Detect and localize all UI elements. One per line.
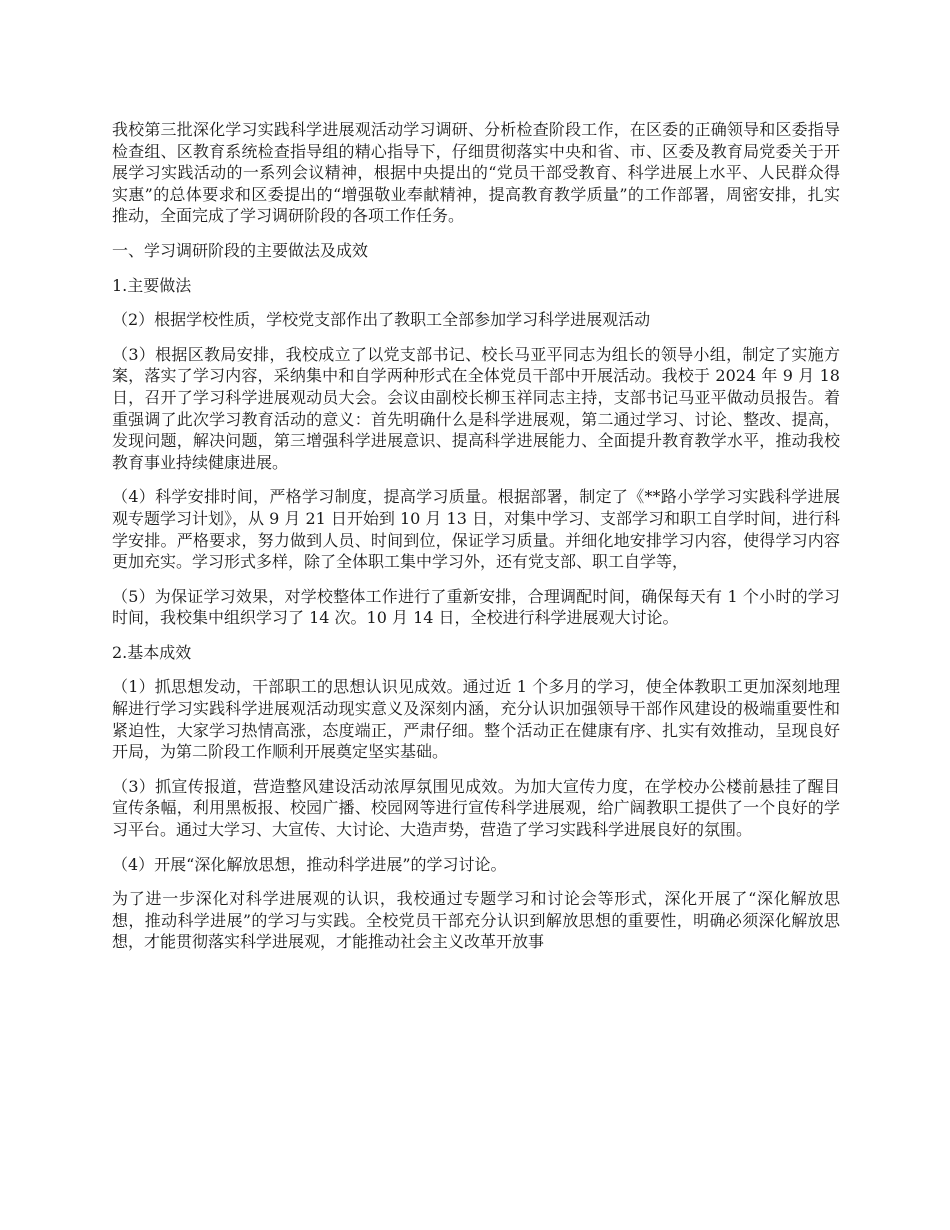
section-heading-1: 一、学习调研阶段的主要做法及成效 bbox=[112, 240, 369, 260]
paragraph-result-1: （1）抓思想发动，干部职工的思想认识见成效。通过近 1 个多月的学习，使全体教职工更加深刻地理解进行学习实践科学进展观活动现实意义及深刻内涵，充分认识加强领导干部作风建设的极端重要性和紧迫性，大家学习热情高涨，态度端正，严肃仔细。整个活动正在健康有序、扎实有效推动，呈现良好开局，为第二阶段工作顺利开展奠定坚实基础。 bbox=[112, 677, 840, 762]
intro-paragraph: 我校第三批深化学习实践科学进展观活动学习调研、分析检查阶段工作，在区委的正确领导和区委指导检查组、区教育系统检查指导组的精心指导下，仔细贯彻落实中央和省、市、区委及教育局党委关于开展学习实践活动的一系列会议精神，根据中央提出的“党员干部受教育、科学进展上水平、人民群众得实惠”的总体要求和区委提出的“增强敬业奉献精神，提高教育教学质量”的工作部署，周密安排，扎实推动，全面完成了学习调研阶段的各项工作任务。 bbox=[112, 120, 840, 226]
paragraph-result-4: （4）开展“深化解放思想，推动科学进展”的学习讨论。 bbox=[112, 854, 507, 874]
paragraph-item-2: （2）根据学校性质，学校党支部作出了教职工全部参加学习科学进展观活动 bbox=[112, 310, 651, 330]
subsection-heading-basic-results: 2.基本成效 bbox=[112, 642, 192, 662]
subsection-heading-main-practices: 1.主要做法 bbox=[112, 275, 192, 295]
paragraph-item-3: （3）根据区教局安排，我校成立了以党支部书记、校长马亚平同志为组长的领导小组，制定了实施方案，落实了学习内容，采纳集中和自学两种形式在全体党员干部中开展活动。我校于 2024 年 9 月 18 日，召开了学习科学进展观动员大会。会议由副校长柳玉祥同志主持，支部书记马亚平做动员报告。着重强调了此次学习教育活动的意义：首先明确什么是科学进展观，第二通过学习、讨论、整改、提高，发现问题，解决问题，第三增强科学进展意识、提高科学进展能力、全面提升教育教学水平，推动我校教育事业持续健康进展。 bbox=[112, 344, 840, 472]
document-body bbox=[112, 119, 840, 966]
paragraph-closing: 为了进一步深化对科学进展观的认识，我校通过专题学习和讨论会等形式，深化开展了“深化解放思想，推动科学进展”的学习与实践。全校党员干部充分认识到解放思想的重要性，明确必须深化解放思想，才能贯彻落实科学进展观，才能推动社会主义改革开放事 bbox=[112, 889, 840, 952]
paragraph-item-4: （4）科学安排时间，严格学习制度，提高学习质量。根据部署，制定了《**路小学学习实践科学进展观专题学习计划》，从 9 月 21 日开始到 10 月 13 日，对集中学习、支部学习和职工自学时间，进行科学安排。严格要求，努力做到人员、时间到位，保证学习质量。并细化地安排学习内容，使得学习内容更加充实。学习形式多样，除了全体职工集中学习外，还有党支部、职工自学等， bbox=[112, 487, 840, 572]
paragraph-result-3: （3）抓宣传报道，营造整风建设活动浓厚氛围见成效。为加大宣传力度，在学校办公楼前悬挂了醒目宣传条幅，利用黑板报、校园广播、校园网等进行宣传科学进展观，给广阔教职工提供了一个良好的学习平台。通过大学习、大宣传、大讨论、大造声势，营造了学习实践科学进展良好的氛围。 bbox=[112, 776, 840, 840]
paragraph-item-5: （5）为保证学习效果，对学校整体工作进行了重新安排，合理调配时间，确保每天有 1 个小时的学习时间，我校集中组织学习了 14 次。10 月 14 日，全校进行科学进展观大讨论。 bbox=[112, 586, 840, 628]
